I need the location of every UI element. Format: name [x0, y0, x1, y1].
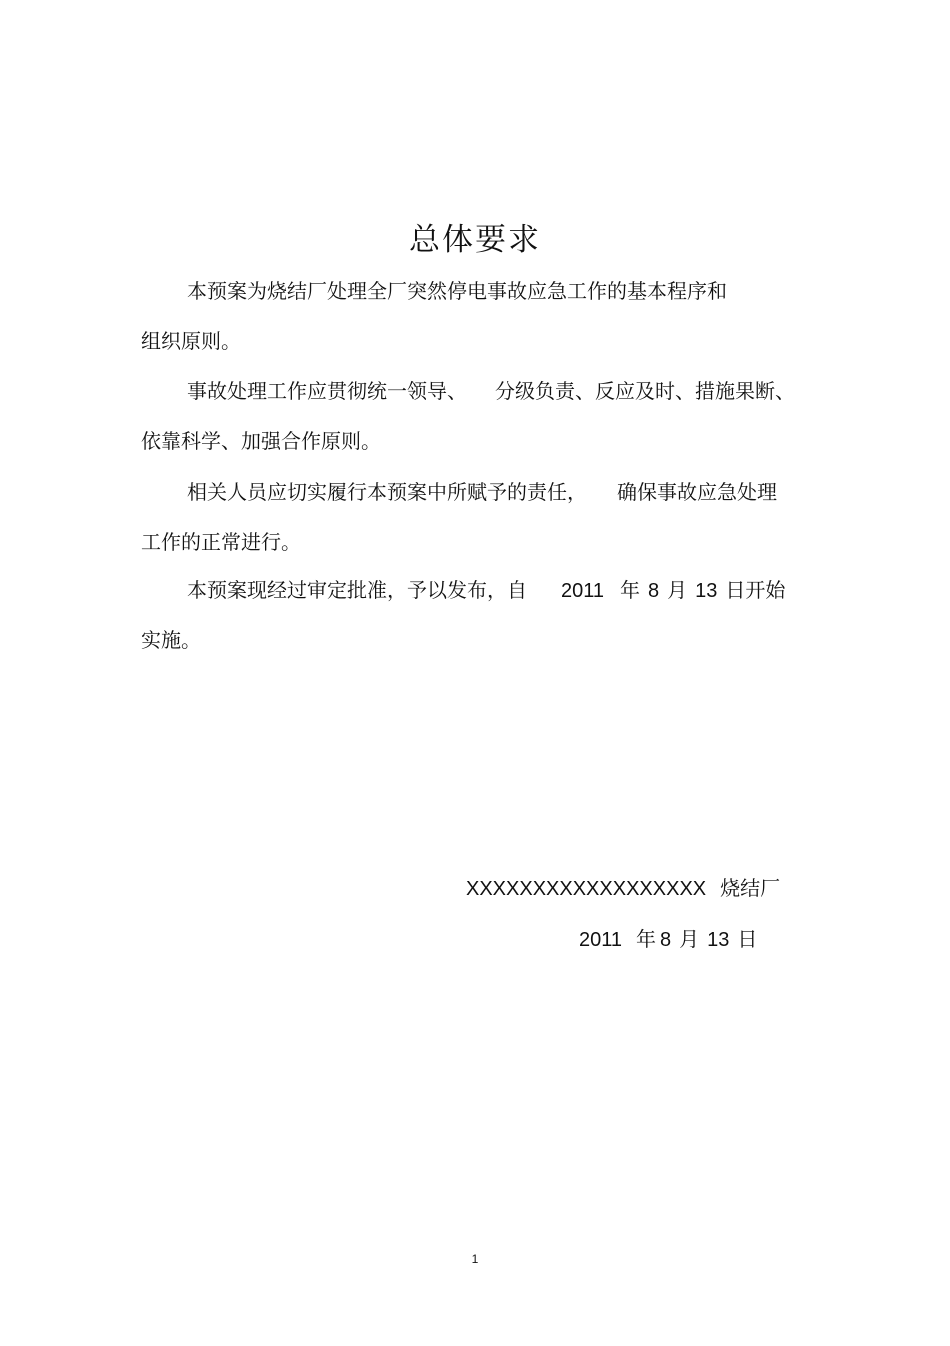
paragraph-2-line-2: 依靠科学、加强合作原则。: [141, 429, 381, 453]
paragraph-4-segment-a: 本预案现经过审定批准，予以发布，自: [187, 578, 527, 602]
paragraph-2-line-1: [187, 377, 795, 405]
paragraph-3-line-2: 工作的正常进行。: [141, 530, 301, 554]
effective-day: 13: [695, 580, 718, 602]
paragraph-4-line-1: [187, 576, 785, 605]
paragraph-1-line-2: 组织原则。: [141, 329, 241, 353]
paragraph-2-segment-b: 分级负责、反应及时、措施果断、: [495, 379, 795, 403]
effective-day-unit: 日开始: [725, 578, 786, 602]
effective-month: 8: [648, 580, 660, 602]
effective-month-unit: 月: [667, 578, 688, 602]
signature-day: 13: [707, 929, 730, 951]
effective-year: 2011: [561, 580, 605, 602]
paragraph-3-segment-b: 确保事故应急处理: [617, 480, 777, 504]
signature-year-unit: 年: [636, 927, 657, 951]
signature-organization: [466, 874, 780, 903]
paragraph-3-segment-a: 相关人员应切实履行本预案中所赋予的责任，: [187, 480, 587, 504]
organization-name: 烧结厂: [720, 876, 781, 900]
signature-date: [579, 925, 757, 954]
organization-code: XXXXXXXXXXXXXXXXXX: [466, 878, 707, 900]
paragraph-3-line-1: [187, 478, 777, 506]
signature-year: 2011: [579, 929, 623, 951]
paragraph-1-line-1: 本预案为烧结厂处理全厂突然停电事故应急工作的基本程序和: [187, 279, 727, 303]
effective-year-unit: 年: [620, 578, 641, 602]
signature-month-unit: 月: [679, 927, 700, 951]
signature-month: 8: [660, 929, 672, 951]
signature-day-unit: 日: [737, 927, 758, 951]
paragraph-4-line-2: 实施。: [141, 628, 201, 652]
paragraph-2-segment-a: 事故处理工作应贯彻统一领导、: [187, 379, 467, 403]
document-title: 总体要求: [409, 222, 541, 258]
page-number: 1: [471, 1252, 479, 1266]
